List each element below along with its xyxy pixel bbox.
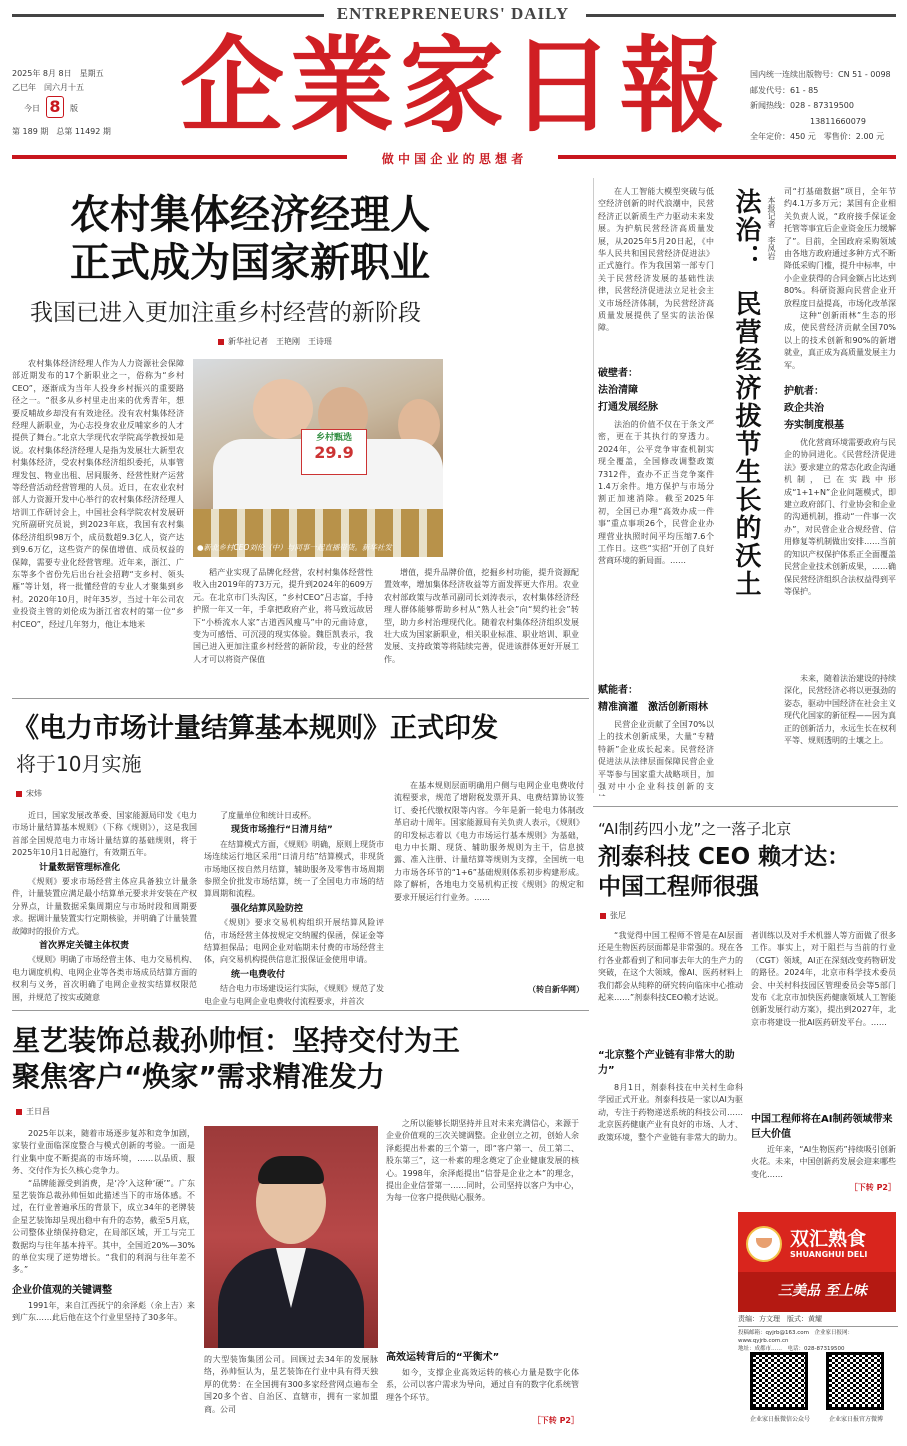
right-text-1: 司“打基础数据”项目，全年节约4.1万多万元；某国有企业相关负责人说，“政府接手保证金托管等事宜后企业资金压力缓解了”。目前，全国政府采购领域由各地方政府通过多种方式不断降低采购门槛，提升中标率，中小企业获得的合同金额占比达到80%。科研资源向民营企业开放程度日益提高，市场化改革深 [784, 187, 896, 308]
subhead-2a: 赋能者： [598, 685, 638, 696]
source-note: （转自新华网） [528, 985, 584, 994]
column-right [784, 186, 896, 796]
kicker: “AI制药四小龙”之一落子北京 [598, 820, 792, 838]
headline-line1: 农村集体经济经理人 [70, 192, 430, 238]
column-1-text-b: “品牌能源受到消费，是‘冷’入这种‘硬’”。广东星艺装饰总裁孙帅恒如此描述当下的市场体感。不过，在行业普遍承压的背景下，成立34年的老牌装企星艺装饰却呈现出稳中有升的态势，截至5月底，公司整体业绩保持稳定，在局部区域，开工与完工数据均与往年基本持平。其中，全国近20%—30%的单位实现了逆势增长。“我们的利润与往年差不多。” [12, 1178, 195, 1275]
slogan-bar-left [12, 155, 347, 159]
subhead-2b: 精准滴灌 激活创新雨林 [598, 702, 708, 713]
byline-marker [16, 791, 22, 797]
vertical-byline: 本报记者 李凤岩 [767, 196, 776, 260]
slogan-bar-right [558, 155, 896, 159]
headline-line2: 聚焦客户“焕家”需求精准发力 [12, 1060, 385, 1093]
column-2-text: 者训练以及对手术机器人等方面做了很多工作。事实上，对于阻拦与当前的行业（CGT）领域，AI正在深刻改变药物研发的路径。2024年，北京市科学技术委员会、中关村科技园区管理委员会等5部门发布《北京市加快医药健康领域人工智能创新发展行动方案》，提出到2027年，北京市将建设一批AI医药研发平台。…… [751, 931, 896, 1027]
photo-sign-text: 乡村甄选 [315, 433, 352, 443]
divider-top [593, 806, 898, 807]
lunar-date: 乙巳年 闰六月十五 [12, 83, 84, 92]
byline-marker [600, 913, 606, 919]
column-1-text-b: 《规则》要求市场经营主体应具备独立计量条件，计量装置应满足最小结算单元要求并安装在产权分界点，计量数据采集周期应与市场时段和周期要求。据调计量装置实行定期核验，并明确了计量装置故障时的报价方式。 [12, 877, 197, 936]
column-3 [386, 1118, 579, 1438]
headline-line2: 中国工程师很强 [598, 874, 759, 900]
ad-slogan: 三美品 至上味 [778, 1283, 867, 1299]
subhead-4: 强化结算风险防控 [231, 903, 304, 914]
subhead-2: 高效运转背后的“平衡术” [386, 1352, 500, 1363]
column-left [598, 186, 714, 796]
headline: 《电力市场计量结算基本规则》正式印发 [12, 713, 498, 744]
column-1-text: “我觉得中国工程师不管是在AI层面还是生物医药层面都是非常强的。现在各行各业都看到了和同事去年大的生产力的突破，在这个大领域，像AI、医药材料上我们都会从纯粹的研究转向临床中心推动起来……”剂泰科技CEO赖才达说。 [598, 931, 743, 1003]
article-power-rules [12, 706, 589, 1006]
byline: 张尼 [600, 910, 626, 921]
byline: 王日昌 [16, 1106, 50, 1117]
masthead [0, 0, 907, 170]
byline: 宋炜 [16, 788, 42, 799]
byline-marker [218, 339, 224, 345]
editor-credit: 责编：方文理 版式：黄耀 [738, 1314, 898, 1327]
headline-line1: 剂泰科技 CEO 赖才达： [598, 844, 851, 870]
column-2-text-b: 近年来，“AI生物医药”持续吸引创新火花。未来，中国创新药发展会迎来哪些变化…… [751, 1145, 896, 1179]
column-1 [598, 930, 743, 1210]
column-1-text: 近日，国家发展改革委、国家能源局印发《电力市场计量结算基本规则》（下称《规则》），这是我国首部全国规范电力市场计量结算的基础规则，将于2025年10月1日起施行，有效期五年。 [12, 811, 197, 858]
column-1-text-c: 《规则》明确了市场经营主体、电力交易机构、电力调度机构、电网企业等各类市场成员结算方面的权利与义务，首次明确了电网企业按实结算权限范围，并规范了按实或随意 [12, 955, 197, 1002]
right-text-1b: 这种“创新雨林”生态的形成，使民营经济贡献全国70%以上的技术创新和90%的新增就业，真正成为高质量发展主力军。 [784, 311, 896, 370]
column-1 [12, 810, 197, 1006]
subhead-r: 中国工程师将在AI制药领域带来巨大价值 [751, 1114, 893, 1140]
subhead-1b: 法治清障 [598, 385, 638, 396]
column-2-text-d: 结合电力市场建设运行实际，《规则》规范了发电企业与电网企业电费收付流程要求，并首次 [204, 984, 384, 1006]
slogan: 做 中 国 企 业 的 思 想 者 [381, 152, 524, 166]
divider-top [12, 1010, 589, 1011]
subhead-1c: 打通发展经脉 [598, 402, 658, 413]
column-2-text-c: 《规则》要求交易机构组织开展结算风险评估，市场经营主体按规定交纳履约保函，保证金等结算担保品；电网企业对临期未付费的市场经营主体，向交易机构提供信息汇报保证金使用申请。 [204, 918, 384, 965]
subhead-3: 现货市场推行“日清月结” [231, 825, 333, 836]
issue-date: 2025年 8月 8日 星期五 [12, 69, 104, 78]
price: 全年定价：450 元 零售价：2.00 元 [750, 132, 885, 141]
column-3 [394, 780, 584, 1006]
article-rural-ceo [12, 172, 589, 692]
section-1-text: 法治的价值不仅在于条文严密，更在于其执行的穿透力。2024年，公平竞争审查机制实现全覆盖，全国修改调整政策7312件，查办不正当竞争案件1.4万余件。地方保护与市场分割正加速消除。截至2025年初，全国已办理“高效办成一件事”重点事项26个，民营企业办理营业执照时间平均压缩7.6个工作日。这些“实招”开创了良好营商环境的新局面。…… [598, 420, 714, 566]
column-2-text-b: 在结算模式方面，《规则》明确，原则上现货市场连续运行地区采用“日清月结”结算模式，非现货市场地区按自然月结算，辅助服务及零售市场周期参照全价批发市场结算，统一了全国电力市场的结算周期和流程。 [204, 839, 384, 899]
quote-subhead: “北京整个产业链有非常大的助力” [598, 1050, 735, 1076]
column-1-text: 2025年以来，随着市场逐步复苏和竞争加剧，家装行业面临深度整合与模式创新的考验。一面是行业集中度不断提高的市场环境，……以品质、服务、交付作为长久核心竞争力。 [12, 1129, 195, 1176]
divider-left [593, 178, 594, 793]
today-count-badge [46, 96, 64, 118]
news-hotline: 新闻热线：028 - 87319500 [750, 101, 854, 110]
column-1: 农村集体经济经理人作为人力资源社会保障部近期发布的17个新职业之一，俗称为“乡村CEO”，逐渐成为当年人投身乡村振兴的重要路径之一。“很多从乡村里走出来的优秀青年，想要反哺故乡却没有有效途径。没有农村集体经济经理人新职业，为心志投身农业反哺家乡的人才提供了舞台。”北京大学现代农学院高学教授如是说。农村集体经济经理人是指为发展壮大新型农村集体经济，受农村集体经济组织委托，从事管理发包、物业出租、居间服务、经营性财产运营等经营活动经营管理的人员。近日，在农业农村部人力资源开发中心举行的农村集体经济经理人培训工作研讨会上，中国社会科学院农村发展研究所副研究员说，到2023年底，我国有农村集体经济组织98万个，成员数超9.3亿人，资产达到9.6万亿，这些资产的保值增值、成员权益的保障，需要专业化经营管理。近年来，浙江、广东等多个省份先后出台社会招聘“支乡村、领头雁”等计划，将一批懂经营的专业人才聚集到乡村。2020年10月，时年35岁，当过十年公司农业投资主管的刘伦成为浙江省农村的第一位“乡村CEO”，经过几年努力，他让本地米 [12, 359, 184, 629]
subheadline: 将于10月实施 [16, 752, 142, 776]
column-2 [204, 810, 384, 1006]
cn-number: 国内统一连续出版物号：CN 51 - 0098 [750, 70, 891, 79]
masthead-info-right [750, 67, 900, 145]
column-3-text: 之所以能够长期坚持并且对未来充满信心，来源于企业价值观的三次关键调整。企业创立之初，创始人余泽彪提出朴素的三个第一，即“客户第一、员工第二、股东第三”，这一朴素的理念奠定了企业健康发展的核心。1998年，余泽彪提出“信誉是企业之本”的理念，提出企业信誉第一……同时，公司坚持以客户为中心，为每一位客户提供贴心服务。 [386, 1119, 579, 1203]
vertical-title-1: 法治： [731, 188, 761, 272]
section-2-text: 民营企业贡献了全国70%以上的技术创新成果，大量“专精特新”企业成长起来。民营经济促进法从法律层面保障民营企业平等参与国家重大战略项目，加强对中小企业科技创新的支 [598, 720, 714, 792]
contact-address: 地址：成都市…… 电话：028-87319500 [738, 1346, 845, 1352]
subhead-3b: 政企共治 [784, 403, 824, 415]
photo [193, 359, 443, 557]
byline-marker [16, 1109, 22, 1115]
footer-info [738, 1314, 898, 1442]
ad-brand: 双汇熟食 [790, 1228, 867, 1250]
qr-label-wechat: 企业家日报微信公众号 [749, 1416, 810, 1423]
english-title: ENTREPRENEURS' DAILY [336, 4, 570, 23]
vertical-title-2: 民营经济拔节生长的沃土 [731, 290, 761, 598]
column-2: 稻产业实现了品牌化经营，农村村集体经营性收入由2019年的73万元，提升到2024年的609万元。在北京市门头沟区，“乡村CEO”吕志富，手持护照一年又一年，手拿把政府产业，将马致远故居下“小桥流水人家”古道西风瘦马”中的元曲诗意，变为可感悟、可沉浸的现实体验。魏臣凯表示，我国已进入更加注重乡村经营的新阶段，专业的经营人才可以将资产保值 [193, 568, 373, 664]
portrait-hair [258, 1156, 324, 1184]
subhead-1: 计量数据管理标准化 [39, 862, 121, 873]
right-text-2: 优化营商环境需要政府与民企的协同进化。《民营经济促进法》要求建立的常态化政企沟通机制，已在实践中形成“1+1+N”企业问题模式，即建立政府部门、行业协会和企业的沟通机制，推动“一件事一次办”，对民营企业合规经营、信用修复等机制做出安排……当前的知识产权保护体系正全面覆盖民营企业技术创新成果，……确保民营经济组织合法权益得到平等保护。 [784, 438, 896, 596]
divider-top [12, 698, 589, 699]
jump-link[interactable]: ［下转 P2］ [849, 1183, 896, 1192]
column-1 [12, 1128, 195, 1438]
column-1-text-b: 8月1日，剂泰科技在中关村生命科学园正式开业。剂泰科技是一家以AI为驱动，专注于药物递送系统的科技公司……北京医药健康产业有良好的市场、人才、政策环境，整个产业链有非常大的助力。 [598, 1083, 743, 1142]
column-3-text: 在基本规则层面明确用户侧与电网企业电费收付流程要求，规范了增附税发票开具、电费结算协议签订、委托代缴权限等内容。今年是新一轮电力体制改革启动十周年。国家能源局有关负责人表示，《规则》的印发标志着以《电力市场运行基本规则》为基础，电力中长期、现货、辅助服务规则为主干，信息披露、准入注册、计量结算等规则为支撑，全国统一电力市场各环节的“1+6”基础规则体系初步构建形成。除了解析，各地电力交易机构正按《规则》的规定和要求开展运行行业务。…… [394, 781, 584, 902]
shuanghui-ad[interactable] [738, 1212, 896, 1312]
right-text-2b: 未来，随着法治建设的持续深化，民营经济必将以更强劲的姿态，驱动中国经济在社会主义现代化国家的新征程——因为真正的创新活力，永远生长在权利平等、规则透明的土壤之上。 [784, 674, 896, 746]
column-2 [751, 930, 896, 1210]
subhead-3c: 夯实制度根基 [784, 420, 844, 432]
today-label: 今日 [24, 104, 40, 113]
intro-text: 在人工智能大模型突破与低空经济创新的时代浪潮中，民营经济正以新质生产力驱动未来发展。为护航民营经济高质量发展，从2025年5月20日起，《中华人民共和国民营经济促进法》正式施行。作为我国第一部专门关于民营经济发展的基础性法律，民营经济促进法立足社会主义市场经济体制，为民营经济高质量发展提供了坚实的法治保障。 [598, 187, 714, 333]
masthead-rule-left [12, 14, 324, 17]
subheadline: 我国已进入更加注重乡村经营的新阶段 [30, 300, 421, 326]
byline: 新华社记者 王艳刚 王诗瑶 [218, 336, 332, 347]
today-count: 8 [49, 97, 61, 116]
jump-link[interactable]: ［下转 P2］ [532, 1416, 579, 1425]
photo-sign [301, 429, 367, 475]
subhead-5: 统一电费收付 [231, 969, 286, 980]
photo-sign-price: 29.9 [314, 443, 354, 462]
qr-code-wechat[interactable] [750, 1352, 808, 1410]
photo-caption: ●新北乡村CEO刘伦（中）与同事一起直播带货。新华社发 [197, 543, 392, 552]
subhead-1a: 破壁者： [598, 368, 638, 379]
column-3-text-b: 如今，支撑企业高效运转的核心力量是数字化体系，公司以客户需求为导向，通过自有的数字化系统管理各个环节。 [386, 1368, 579, 1402]
subhead-2: 首次界定关键主体权责 [39, 941, 130, 952]
headline-line1: 星艺装饰总裁孙帅恒：坚持交付为王 [12, 1024, 461, 1057]
contact-emails: 投稿邮箱：qyjrb@163.com 企业家日报网：www.qyjrb.com.cn [738, 1330, 854, 1344]
portrait-photo [204, 1126, 378, 1348]
headline-line2: 正式成为国家新职业 [70, 240, 430, 286]
paper-title: 企業家日報 [179, 24, 730, 147]
qr-code-weibo[interactable] [826, 1352, 884, 1410]
masthead-rule-right [586, 14, 896, 17]
qr-label-weibo: 企业家日报官方微博 [828, 1416, 883, 1423]
column-2-text: 了度量单位和统计日或杯。 [220, 811, 316, 820]
column-2: 的大型装饰集团公司。回顾过去34年的发展脉络，孙帅恒认为，星艺装饰在行业中具有得天独厚的优势：在全国拥有300多家经营网点遍布全国20多个省、自治区、直辖市，拥有一家加盟商。公司 [204, 1355, 378, 1414]
hotline-mobile: 13811660079 [810, 116, 866, 126]
subhead-3a: 护航者： [784, 386, 824, 398]
column-3: 增值，提升品牌价值，挖掘乡村功能，提升资源配置效率，增加集体经济收益等方面发挥更大作用。农业农村部政策与改革司副司长刘涛表示，农村集体经济经理人群体能够帮助乡村从“熟人社会”向“契约社会”转型，助力乡村治理现代化。随着农村集体经济组织发展壮大成为国家新职业，相关职业标准、职业培训、职业发展、支持政策等将陆续完善，促进该群体更好开展工作。 [384, 568, 579, 664]
today-unit: 版 [70, 104, 78, 113]
article-rule-of-law [598, 178, 898, 798]
postal-code: 邮发代号：61 - 85 [750, 85, 819, 95]
article-xingyi [12, 1018, 589, 1438]
article-ai-pharma [598, 812, 898, 1207]
subhead-1: 企业价值观的关键调整 [12, 1284, 112, 1296]
issue-number: 第 189 期 总第 11492 期 [12, 127, 111, 136]
column-1-text-c: 1991年，来自江西抚宁的余泽彪（余上吉）来到广东……此后他在这个行业里坚持了30多年。 [12, 1300, 195, 1323]
ad-brand-en: SHUANGHUI DELI [790, 1250, 868, 1259]
